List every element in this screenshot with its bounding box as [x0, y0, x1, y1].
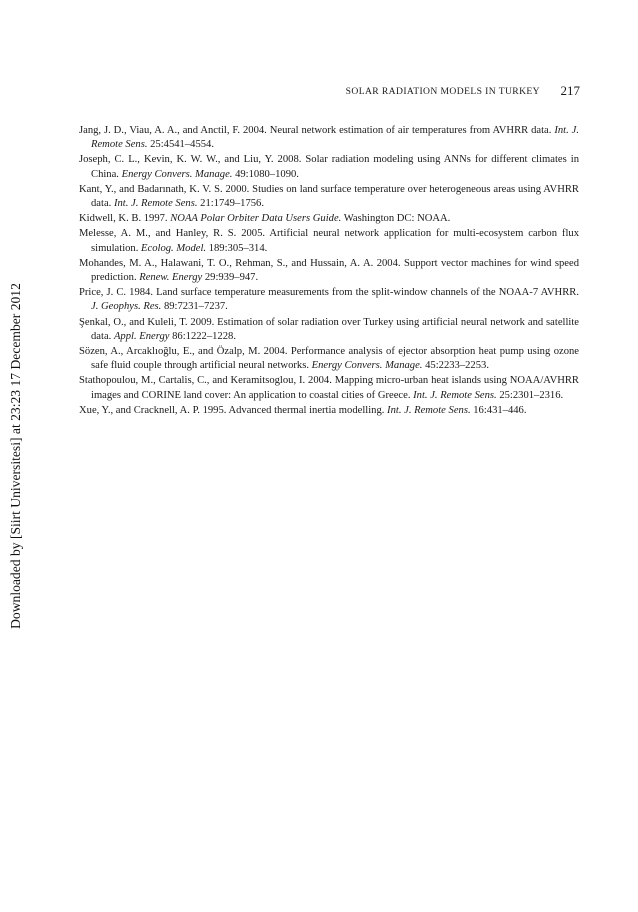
reference-item: [79, 286, 579, 314]
reference-text: Kant, Y., and Badarınath, K. V. S. 2000. Studies on land surface temperature over heterogeneous areas using AVHRR data.: [79, 183, 579, 210]
reference-text: Şenkal, O., and Kuleli, T. 2009. Estimation of solar radiation over Turkey using artificial neural network and satellite data.: [79, 316, 579, 342]
reference-text: Melesse, A. M., and Hanley, R. S. 2005. Artificial neural network application for multi-ecosystem carbon flux simulation.: [79, 228, 579, 254]
reference-details: 21:1749–1756.: [197, 198, 265, 210]
reference-journal: Appl. Energy: [113, 330, 170, 342]
reference-item: [79, 183, 579, 211]
reference-journal: Int. J. Remote Sens.: [113, 198, 198, 210]
reference-journal: Energy Convers. Manage.: [121, 168, 233, 180]
reference-item: [79, 257, 579, 285]
reference-text: Xue, Y., and Cracknell, A. P. 1995. Advanced thermal inertia modelling.: [79, 404, 388, 416]
reference-details: 45:2233–2253.: [422, 360, 489, 372]
reference-text: Joseph, C. L., Kevin, K. W. W., and Liu, Y. 2008. Solar radiation modeling using ANNs for different climates in China.: [79, 154, 579, 180]
download-notice: Downloaded by [Siirt Universitesi] at 23:23 17 December 2012: [8, 283, 23, 629]
reference-text: Jang, J. D., Viau, A. A., and Anctil, F. 2004. Neural network estimation of air temperatures from AVHRR data.: [79, 125, 555, 136]
reference-details: 29:939–947.: [202, 272, 259, 284]
reference-item: [79, 153, 579, 181]
reference-journal: Int. J. Remote Sens.: [387, 404, 471, 416]
reference-details: Washington DC: NOAA.: [341, 213, 451, 225]
running-header: [300, 83, 580, 103]
reference-item: [79, 124, 579, 152]
reference-journal: NOAA Polar Orbiter Data Users Guide.: [170, 213, 342, 225]
download-watermark: [0, 0, 32, 912]
reference-details: 86:1222–1228.: [169, 330, 236, 342]
reference-text: Mohandes, M. A., Halawani, T. O., Rehman, S., and Hussain, A. A. 2004. Support vector machines for wind speed prediction.: [79, 257, 579, 284]
reference-list: [79, 124, 579, 419]
reference-journal: J. Geophys. Res.: [91, 301, 162, 313]
reference-item: [79, 227, 579, 255]
reference-details: 189:305–314.: [206, 242, 268, 254]
reference-journal: Int. J. Remote Sens.: [413, 389, 497, 401]
reference-journal: Renew. Energy: [139, 272, 203, 284]
reference-item: [79, 316, 579, 344]
reference-journal: Int. J. Remote Sens.: [91, 125, 579, 151]
reference-item: [79, 345, 579, 373]
reference-text: Kidwell, K. B. 1997.: [79, 213, 171, 225]
reference-item: [79, 374, 579, 402]
reference-item: [79, 212, 579, 226]
page-number: 217: [560, 83, 580, 98]
reference-details: 16:431–446.: [470, 404, 527, 416]
reference-details: 89:7231–7237.: [161, 301, 228, 313]
running-title: SOLAR RADIATION MODELS IN TURKEY: [345, 86, 540, 97]
reference-journal: Energy Convers. Manage.: [311, 360, 423, 372]
reference-details: 25:2301–2316.: [496, 389, 564, 401]
reference-text: Stathopoulou, M., Cartalis, C., and Keramitsoglou, I. 2004. Mapping micro-urban heat islands using NOAA/AVHRR images and CORINE land cover: An application to coastal cities of Greece.: [79, 375, 579, 401]
reference-details: 25:4541–4554.: [147, 139, 214, 151]
reference-journal: Ecolog. Model.: [141, 242, 207, 254]
reference-details: 49:1080–1090.: [232, 168, 299, 180]
reference-text: Price, J. C. 1984. Land surface temperature measurements from the split-window channels of the NOAA-7 AVHRR.: [79, 287, 579, 299]
reference-text: Sözen, A., Arcaklıoğlu, E., and Özalp, M. 2004. Performance analysis of ejector absorption heat pump using ozone safe fluid couple through artificial neural networks.: [79, 346, 579, 372]
reference-item: [79, 404, 579, 418]
